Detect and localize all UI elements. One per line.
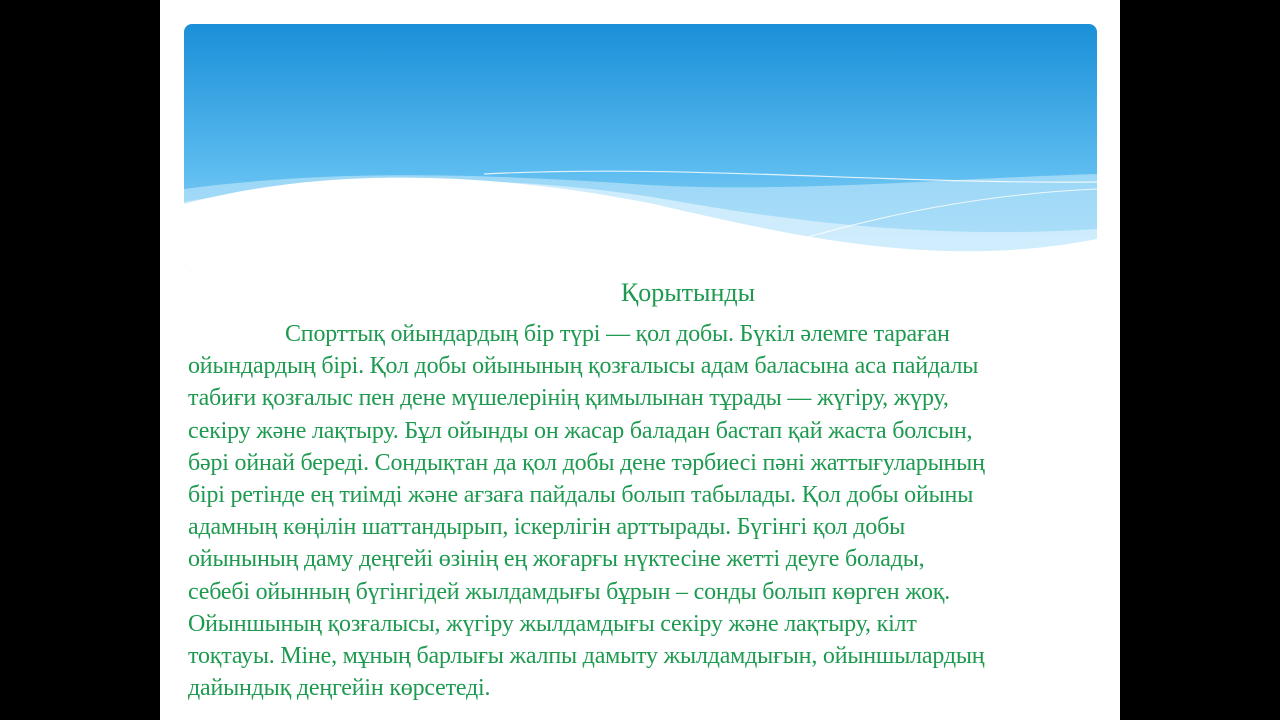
text-line: Ойыншының қозғалысы, жүгіру жылдамдығы секіру және лақтыру, кілт (188, 610, 917, 637)
text-line: адамның көңілін шаттандырып, іскерлігін арттырады. Бүгінгі қол добы (188, 514, 906, 541)
text-line: тоқтауы. Міне, мұның барлығы жалпы дамыту жылдамдығын, ойыншылардың (188, 642, 985, 669)
slide (160, 0, 1120, 720)
text-line: дайындық деңгейін көрсетеді. (188, 675, 491, 702)
text-line: табиғи қозғалыс пен дене мүшелерінің қимылынан тұрады — жүгіру, жүру, (188, 385, 949, 412)
header-wave-banner (184, 24, 1097, 269)
text-line: бәрі ойнай береді. Сондықтан да қол добы дене тәрбиесі пәні жаттығуларының (188, 449, 985, 476)
text-line: себебі ойынның бүгінгідей жылдамдығы бұрын – сонды болып көрген жоқ. (188, 578, 951, 605)
slide-title: Қорытынды (620, 278, 756, 307)
text-line: ойынының даму деңгейі өзінің ең жоғарғы нүктесіне жетті деуге болады, (188, 546, 925, 573)
text-line: бірі ретінде ең тиімді және ағзаға пайдалы болып табылады. Қол добы ойыны (188, 481, 974, 508)
text-line: секіру және лақтыру. Бұл ойынды он жасар баладан бастап қай жаста болсын, (188, 417, 973, 444)
text-line: ойындардың бірі. Қол добы ойынының қозғалысы адам баласына аса пайдалы (188, 353, 979, 380)
text-line: Спорттық ойындардың бір түрі — қол добы. Бүкіл әлемге тараған (285, 321, 950, 347)
body-text (188, 318, 985, 704)
